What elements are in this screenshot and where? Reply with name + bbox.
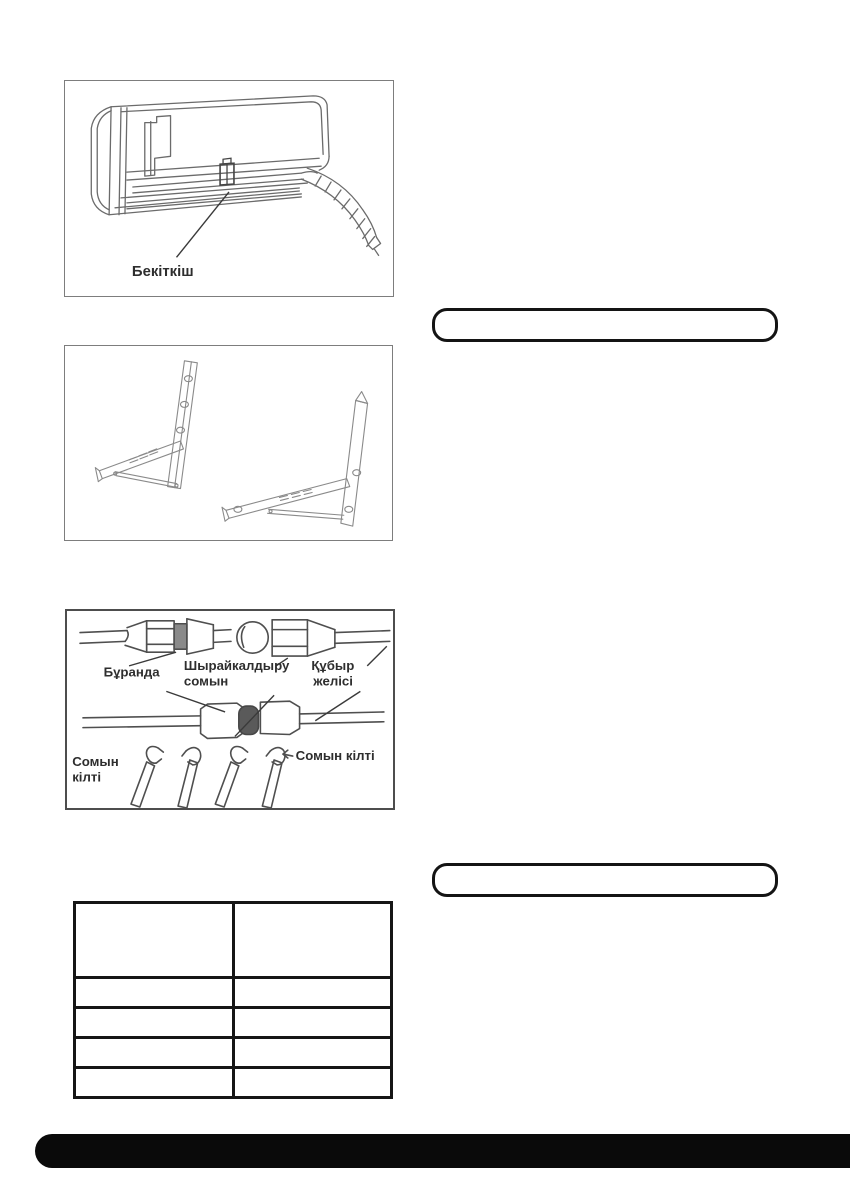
section-title-box-top: [432, 308, 778, 342]
footer-bar: [35, 1134, 850, 1168]
table-cell: [75, 1008, 234, 1038]
flare-nut-assembly: [237, 620, 390, 656]
wrench-right-2: [262, 748, 285, 808]
thread-label: Бұранда: [103, 664, 160, 680]
table-cell: [75, 1038, 234, 1068]
wrench-left-2: [178, 748, 201, 808]
table-cell: [75, 903, 234, 978]
section-title-box-bottom: [432, 863, 778, 897]
table-cell: [233, 978, 392, 1008]
table-cell: [75, 1068, 234, 1098]
flare-nut-label-line2: сомын: [183, 673, 229, 689]
table-row: [75, 978, 392, 1008]
wrench-left-1: [131, 747, 163, 807]
right-bracket: [222, 392, 367, 527]
table-cell: [75, 978, 234, 1008]
joined-union-assembly: [83, 701, 384, 738]
spec-table: [73, 901, 393, 1099]
table-header-row: [75, 903, 392, 978]
table-cell: [233, 1008, 392, 1038]
brackets-drawing: [65, 346, 392, 540]
figure-indoor-unit: [64, 80, 394, 297]
fastener-label: Бекіткіш: [131, 264, 194, 281]
table-row: [75, 1008, 392, 1038]
figure-wall-brackets: [64, 345, 393, 541]
wrench-label-left-line1: Сомын: [72, 753, 119, 769]
figure-pipe-connection: [65, 609, 395, 810]
indoor-unit-outline: [91, 96, 329, 215]
wrench-label-left-line2: кілті: [72, 769, 102, 785]
table-cell: [233, 903, 392, 978]
table-row: [75, 1068, 392, 1098]
left-bracket: [95, 361, 197, 489]
table-row: [75, 1038, 392, 1068]
drain-hose: [301, 168, 380, 255]
pipe-line-label-line2: желісі: [313, 673, 353, 689]
wrench-right-1: [215, 747, 247, 807]
mounting-fastener: [220, 158, 234, 185]
flare-nut-label-line1: Шырайкалдыру: [183, 657, 290, 673]
wrench-label-right: Сомын кілті: [295, 747, 375, 763]
pipe-line-label-line1: Құбыр: [311, 657, 355, 673]
threaded-fitting-assembly: [80, 619, 231, 654]
pipe-connection-drawing: [67, 611, 393, 808]
indoor-unit-drawing: [65, 81, 393, 296]
table-cell: [233, 1038, 392, 1068]
wrench-drawings: [131, 747, 293, 808]
table-cell: [233, 1068, 392, 1098]
